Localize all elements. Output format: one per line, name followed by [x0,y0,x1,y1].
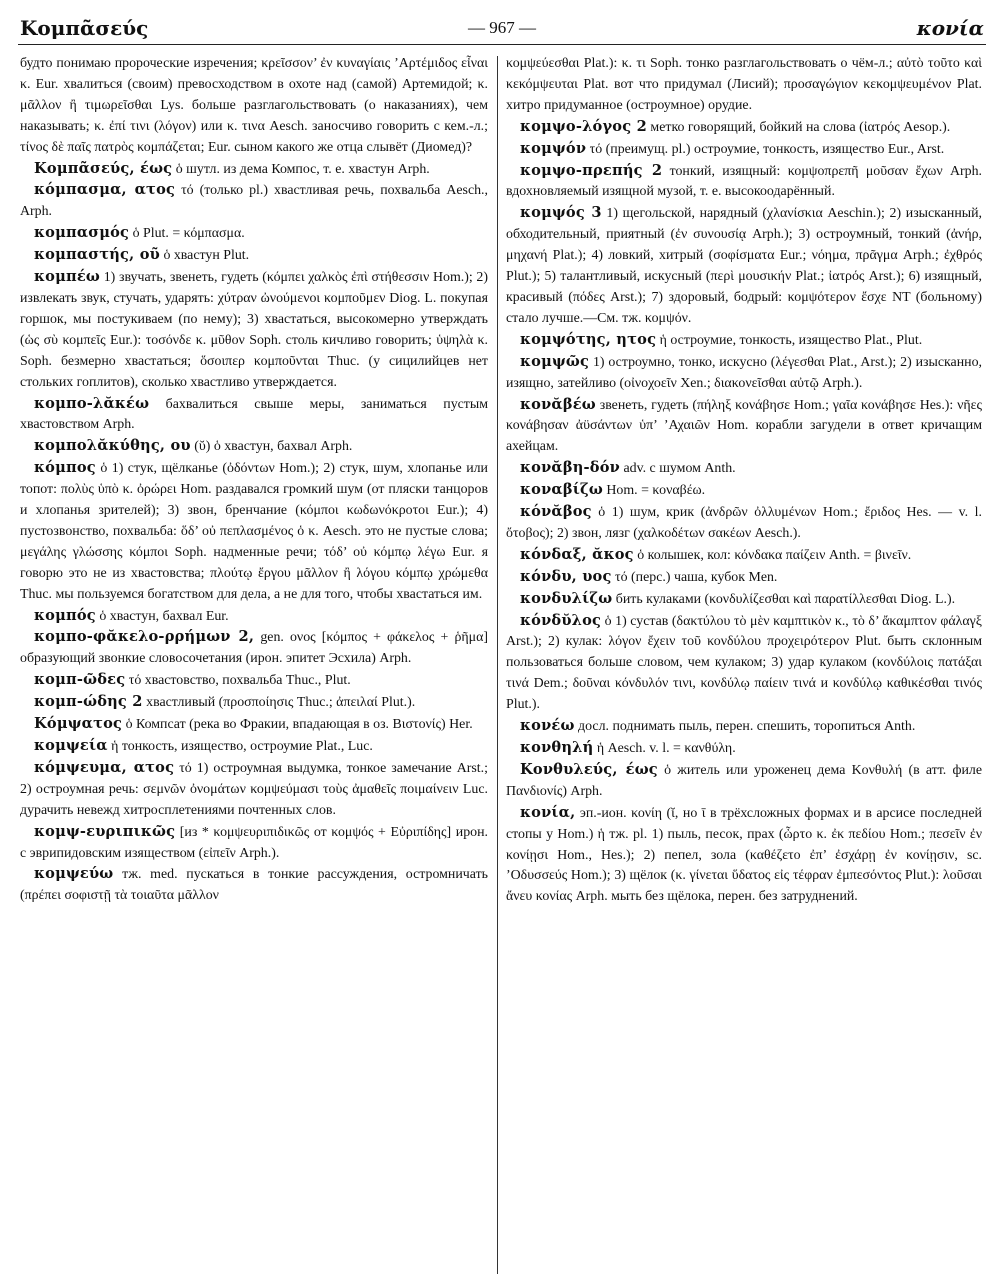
entry-headword: κομπ-ῶδες [34,671,126,689]
dictionary-entry [506,203,982,329]
column-divider [497,56,498,1274]
entry-headword: κόνδῠλος [520,611,602,629]
entry-text: хвастливый (προσποίησις Thuc.; ἀπειλαί Plut.). [142,695,416,711]
entry-text: gen. ονος [κόμπος + φάκελος + ῥῆμα] образующий звонкие словосочетания (ирон. эпитет Эсхила) Arph. [20,630,488,667]
page-header [18,14,986,45]
entry-headword: κονᾰβέω [520,395,596,413]
entry-text: ἡ тонкость, изящество, остроумие Plat., Luc. [107,739,373,754]
dictionary-entry [506,738,982,760]
entry-text: тж. med. пускаться в тонкие рассуждения, остромничать (πρέπει σοφιστῇ τὰ τοιαῦτα μᾶλλον [20,867,488,904]
dictionary-entry [506,545,982,567]
entry-text: τό (перс.) чаша, кубок Men. [611,569,778,585]
dictionary-entry [506,458,982,480]
entry-text: ὁ колышек, кол: κόνδακα παίζειν Anth. = βινεῖν. [633,547,912,563]
entry-text: тонкий, изящный: κομψοπρεπῆ μοῦσαν ἔχων Arph. вдохновляемый изящной музой, т. е. высокоодарённый. [506,163,982,200]
dictionary-entry [20,736,488,758]
entry-headword: κομπαστής, οῦ [34,246,160,264]
entry-headword: κομψεύω [34,865,114,883]
dictionary-entry [506,589,982,611]
entry-headword: κομπός [34,606,96,624]
entry-text: 1) остроумно, тонко, искусно (λέγεσθαι Plat., Arst.); 2) изысканно, изящно, затейливо (οἰνοχοεῖν Xen.; διακονεῖσθαι αὐτῷ Arph.). [506,354,982,391]
entry-text: бить кулаками (κονδυλίζεσθαι καὶ παρατίλλεσθαι Diog. L.). [612,591,956,607]
dictionary-entry [506,161,982,204]
entry-text: [из * κομψευριπιδικῶς от κομψός + Εὐριπίδης] ирон. с эврипидовским изяществом (εἰπεῖν Arph.). [20,824,488,861]
entry-text: ὁ хвастун, бахвал Eur. [95,608,229,624]
entry-headword: κονδυλίζω [520,589,613,607]
dictionary-entry [20,245,488,267]
dictionary-entry [20,864,488,907]
entry-headword: κομψόν [520,139,587,157]
entry-text: τό хвастовство, похвальба Thuc., Plut. [125,673,351,689]
entry-headword: κόμπασμα, ατος [34,181,176,199]
dictionary-entry [506,716,982,738]
dictionary-entry [20,758,488,822]
entry-text: ὁ 1) стук, щёлканье (ὀδόντων Hom.); 2) стук, шум, хлопанье или топот: πολὺς ὑπὸ κ. ὀρώρει Hom. раздавался громкий шум (от пляски танцоров и хлопанья зрителей); 3) звон, бренчание (κόμποι κωδωνόκροτοι Eur.); 4) пустозвонство, похвальба: ὅδ’ οὐ πεπλασμένος ὁ κ. Aesch. это не пустые слова; μεγάλης γλώσσης κόμποι Soph. надменные речи; τόδ’ οὐ κόμπῳ λέγω Eur. я говорю это не из хвастовства; πλούτῳ ἔργου μᾶλλον ἢ λόγου κόμπῳ χρώμεθα Thuc. мы пользуемся богатством для дела, а не для того, чтобы хвастаться им. [20,461,488,602]
entry-headword: Κομπᾶσεύς, έως [34,159,173,177]
dictionary-entry [506,139,982,161]
entry-headword: κόμπος [34,459,96,477]
entry-text: ὁ хвастун Plut. [159,248,250,264]
dictionary-entry [506,395,982,459]
dictionary-entry [506,352,982,395]
entry-text: звенеть, гудеть (πήληξ κονάβησε Hom.; γαῖα κονάβησε Hes.): νῆες κονάβησαν ἀϋσάντων ὑπ’ ’Αχαιῶν Hom. корабли загудели в ответ кричащим ахейцам. [506,397,982,455]
dictionary-entry [20,436,488,458]
dictionary-entry [20,714,488,736]
entry-headword: κομπέω [34,268,101,286]
entry-text: τό (преимущ. pl.) остроумие, тонкость, изящество Eur., Arst. [586,141,945,157]
dictionary-entry [506,803,982,909]
entry-text: (ῠ) ὁ хвастун, бахвал Arph. [190,439,353,455]
dictionary-entry [506,760,982,803]
dictionary-entry [20,822,488,865]
dictionary-entry [506,502,982,545]
entry-headword: Κόμψατος [34,715,123,733]
right-column [506,54,982,1276]
entry-text: κομψεύεσθαι Plat.): κ. τι Soph. тонко разглагольствовать о чём-л.; αὐτὸ τοῦτο καὶ κεκόμψευται Plat. вот что придумал (Лисий); προσαγώγιον κεκομψευμένον Plat. хитро придуманное (остроумное) орудие. [506,56,982,113]
entry-text: τό (только pl.) хвастливая речь, похвальба Aesch., Arph. [20,183,488,220]
entry-text: ὁ Plut. = κόμπασμα. [129,226,245,242]
entry-text: adv. с шумом Anth. [619,461,736,477]
entry-headword: κόνδυ, υος [520,567,612,585]
entry-text: ὁ шутл. из дема Компос, т. е. хвастун Arph. [172,161,430,177]
entry-text: досл. поднимать пыль, перен. спешить, торопиться Anth. [574,719,916,735]
entry-headword: κομψ-ευριπικῶς [34,822,176,840]
entry-headword: κομπασμός [34,224,130,242]
entry-headword: κομπ-ώδης 2 [34,693,143,711]
dictionary-entry [20,692,488,714]
dictionary-entry [20,606,488,628]
entry-text: ἡ Aesch. v. l. = κανθύλη. [593,741,736,756]
entry-text: 1) щегольской, нарядный (χλανίσκια Aeschin.); 2) изысканный, обходительный, приятный (ἐν συνουσίᾳ Arph.); 3) остроумный, тонкий (ἀνήρ, μηχανή Plat.); 4) ловкий, хитрый (σοφίσματα Eur.; νόημα, πρᾶγμα Arph.; ἐχθρός Plut.); 5) талантливый, искусный (περὶ μουσικήν Plat.; ἰατρός Arst.); 6) изящный, красивый (πόδες Arst.); 7) здоровый, бодрый: κομψότερον ἔσχε NT (больному) стало лучше.—См. тж. κομψόν. [506,206,982,326]
header-left-word: Κομπᾶσεύς [20,16,149,40]
entry-headword: κόμψευμα, ατος [34,758,175,776]
entry-headword: κονία, [520,803,576,821]
dictionary-entry [20,394,488,437]
entry-text: метко говорящий, бойкий на слова (ἰατρός Aesop.). [646,119,951,135]
dictionary-entry [20,670,488,692]
header-right-word: κονία [916,16,984,40]
entry-headword: κομπο-λᾰκέω [34,394,150,412]
dictionary-entry [20,223,488,245]
entry-text: бахвалиться свыше меры, заниматься пустым хвастовством Arph. [20,396,488,433]
dictionary-entry [20,159,488,181]
dictionary-entry [20,54,488,159]
dictionary-entry [506,567,982,589]
entry-text: будто понимаю пророческие изречения; κρεῖσσον’ ἐν κυναγίαις ’Αρτέμιδος εἶναι κ. Eur. хвалиться (своим) превосходством в охоте над (самой) Артемидой; κ. μᾶλλον ἢ τιμωρεῖσθαι Lys. больше разглагольствовать (о наказаниях), чем наказывать; κ. ἐπί τινι (λόγον) или κ. τινα Aesch. заносчиво говорить с кем.-л.; τίνος δὲ παῖς πατρὸς κομπάζεται; Eur. сыном какого же отца слывёт (Диомед)? [20,56,488,155]
dictionary-entry [20,627,488,670]
dictionary-entry [506,480,982,502]
dictionary-entry [506,117,982,139]
entry-headword: κομψότης, ητος [520,330,657,348]
dictionary-entry [20,267,488,393]
entry-text: ἡ остроумие, тонкость, изящество Plat., Plut. [656,332,923,348]
entry-text: τό 1) остроумная выдумка, тонкое замечание Arst.; 2) остроумная речь: σεμνῶν ὀνομάτων κομψεύμασι τοὺς ἀμαθεῖς ποιμαίνειν Luc. дурачить невежд хитросплетениями почтенных слов. [20,760,488,818]
entry-headword: Κονθυλεύς, έως [520,760,658,778]
entry-headword: κόνδαξ, ᾰκος [520,545,634,563]
entry-headword: κονθηλή [520,739,594,756]
entry-text: ὁ Компсат (река во Фракии, впадающая в оз. Βιστονίς) Her. [122,717,473,733]
dictionary-entry [20,180,488,223]
page-number: — 967 — [468,18,536,37]
entry-headword: κομπο-φᾰκελο-ρρήμων 2, [34,628,255,646]
entry-headword: κονᾰβη-δόν [520,459,620,477]
entry-headword: κομψο-λόγος 2 [520,117,647,135]
dictionary-entry [506,611,982,717]
entry-text: ὁ житель или уроженец дема Κονθυλή (в атт. филе Πανδιονίς) Arph. [506,762,982,799]
entry-text: эп.-ион. κονίη (ῐ, но ῑ в трёхсложных формах и в арсисе последней стопы у Hom.) ἡ тж. pl. 1) пыль, песок, прах (ὦρτο κ. ἐκ πεδίου Hom.; πεσεῖν ἐν κονίῃσι Hom., Hes.); 2) пепел, зола (καθέζετο ἐπ’ ἐσχάρῃ ἐν κονίῃσιν, sc. ’Οδυσσεύς Hom.); 3) щёлок (κ. γίνεται ὕδατος εἰς τέφραν ἐμπεσόντος Plut.): λοῦσαι ἄνευ κονίας Arph. мыть без щёлока, перен. без затруднений. [506,805,982,905]
entry-text: ὁ 1) сустав (δακτύλου τὸ μὲν καμπτικὸν κ., τὸ δ’ ἄκαμπτον φάλαγξ Arst.); 2) кулак: λόγον ἔχειν τοῦ κονδύλου προχειρότερον Plut. быть склонным пользоваться больше словом, чем кулаком; 3) удар кулаком (κονδύλοις πατάξαι τινά Dem.; δοῦναι κόνδυλόν τινι, κονδύλῳ παίειν τινά и κονδύλῳ καθικέσθαι τινός Plut.). [506,613,982,713]
entry-headword: κόνᾰβος [520,503,592,521]
entry-headword: κονέω [520,717,575,735]
entry-headword: κομψός 3 [520,204,602,222]
entry-text: ὁ 1) шум, крик (ἀνδρῶν ὀλλυμένων Hom.; ἔριδος Hes. — v. l. ὄτοβος); 2) звон, лязг (χαλκοδέτων σακέων Aesch.). [506,505,982,541]
dictionary-entry [506,330,982,352]
entry-headword: κομψεία [34,737,108,754]
entry-headword: κομψο-πρεπής 2 [520,161,663,179]
entry-headword: κομψῶς [520,352,590,370]
entry-text: Hom. = κοναβέω. [602,483,706,499]
dictionary-entry [20,458,488,605]
entry-headword: κοναβίζω [520,481,603,499]
left-column [20,54,488,1276]
entry-text: 1) звучать, звенеть, гудеть (κόμπει χαλκὸς ἐπὶ στήθεσσιν Hom.); 2) извлекать звук, стучать, ударять: χύτραν ὠνούμενοι κομποῦμεν Diog. L. покупая горшок, мы постукиваем (по нему); 3) хвастаться, высокомерно утверждать (ὡς σὺ κομπεῖς Eur.): τοσόνδε κ. μῦθον Soph. столь кичливо говорить; ὑψηλὰ κ. Soph. безмерно хвастаться; ὅσοιπερ κομποῦνται Thuc. (у сицилийцев нет стольких гоплитов), сколько хвастливо утверждается. [20,270,488,390]
dictionary-entry [506,54,982,117]
entry-headword: κομπολᾰκύθης, ου [34,437,191,455]
